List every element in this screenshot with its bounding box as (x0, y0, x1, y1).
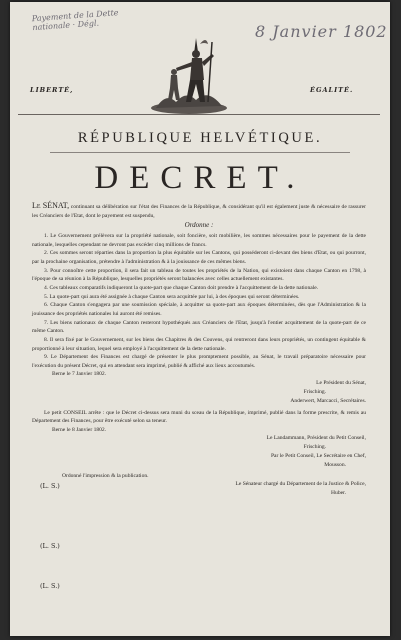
article-3: 3. Pour connoître cette proportion, il sera fait un tableau de toutes les propriétés de la Nation, qui existoient dans chaque Canton en 1798, à l'époque de sa réunion à la République, lesquelles propriétés seront balancées avec celles actuellement existantes. (32, 267, 366, 283)
title-rule (50, 152, 350, 153)
seal-mark-1: (L. S.) (40, 482, 60, 490)
seal-mark-3: (L. S.) (40, 582, 60, 590)
conseil-text: Le petit CONSEIL arrête : que le Décret ci-dessus sera muni du sceau de la République, imprimé, publié dans la forme prescrite, & remis au Département des Finances, pour être exécuté selon sa teneur. (32, 409, 366, 425)
conseil-signature-3: Par le Petit Conseil, Le Secrétaire en Chef, (270, 453, 366, 460)
motto-liberte: LIBERTÉ, (30, 86, 74, 94)
conseil-signature-2: Frisching. (303, 444, 326, 451)
document-heading: DECRET. (94, 160, 306, 196)
ordonne-heading: Ordonne : (184, 221, 214, 230)
wilhelm-tell-vignette-icon (146, 32, 232, 116)
article-8: 8. Il sera fixé par le Gouvernement, sur les biens des Chapitres & des Couvens, qui rentreront dans leurs propriétés, un contingent équitable & proportionné à leur situation, lequel sera employé à l'acquittement de la dette nationale. (32, 336, 366, 352)
order-line: Ordonné l'impression & la publication. (62, 472, 149, 479)
preamble-lead: Le SÉNAT, (32, 201, 70, 210)
justice-signature-1: Le Sénateur chargé du Département de la Justice & Police, (235, 481, 366, 488)
preamble-text: continuant sa délibération sur l'état des Finances de la République, & considérant qu'il est également juste & nécessaire de rassurer les Créanciers de l'Etat, dont le payement est suspendu, (32, 204, 366, 219)
article-5: 5. La quote-part qui aura été assignée à chaque Canton sera acquittée par lui, à des époques qui seront déterminées. (44, 293, 300, 300)
senate-signature-3: Anderwert, Marcacci, Secrétaires. (290, 397, 366, 404)
article-1: 1. Le Gouvernement prélèvera sur la propriété nationale, soit foncière, soit mobilière, les sommes nécessaires pour le payement de la dette nationale, lesquelles cependant ne devront pas excéder cinq millions de francs. (32, 232, 366, 248)
senate-signature-2: Frisching. (303, 388, 326, 395)
conseil-date: Berne le 8 Janvier 1802. (52, 426, 107, 433)
handwritten-note-left: Payement de la Dette nationale · Dégl. (31, 8, 119, 33)
preamble (32, 202, 366, 220)
header-rule (18, 114, 380, 115)
conseil-signature-4: Mousson. (324, 461, 346, 468)
conseil-signature-1: Le Landammann, Président du Petit Conseil, (266, 435, 366, 442)
article-9: 9. Le Département des Finances est chargé de présenter le plus promptement possible, au Sénat, le travail préparatoire nécessaire pour l'exécution du présent Décret, qui en attendant sera imprimé, publié & affiché aux lieux accoutumés. (32, 354, 366, 369)
document-page (10, 2, 390, 636)
handwritten-date: 8 Janvier 1802 (255, 22, 388, 41)
article-6: 6. Chaque Canton s'engagera par une soumission spéciale, à acquitter sa quote-part aux époques déterminées, dès que l'Administration & la jouissance des propriétés nationales lui auront été remises. (32, 302, 366, 317)
seal-mark-2: (L. S.) (40, 542, 60, 550)
senate-date: Berne le 7 Janvier 1802. (52, 371, 107, 378)
motto-egalite: ÉGALITÉ. (310, 86, 354, 94)
senate-signature-1: Le Président du Sénat, (316, 380, 366, 387)
document-body (32, 202, 366, 498)
justice-signature-2: Huber. (331, 490, 346, 497)
article-2: 2. Ces sommes seront réparties dans la proportion la plus équitable sur les Cantons, qui posséderont ci-devant des biens d'Etat, ou qui pourront, par la prochaine organisation, prétendre à l'administration & à la jouissance de ces mêmes biens. (32, 250, 366, 265)
article-7: 7. Les biens nationaux de chaque Canton resteront hypothéqués aux Créanciers de l'Etat, jusqu'à l'entier acquittement de la quote-part de ce même Canton. (32, 319, 366, 335)
article-4: 4. Ces tableaux comparatifs indiqueront la quote-part que chaque Canton doit prendre à l'acquittement de la dette nationale. (44, 284, 319, 291)
document-title: RÉPUBLIQUE HELVÉTIQUE. (77, 130, 323, 146)
